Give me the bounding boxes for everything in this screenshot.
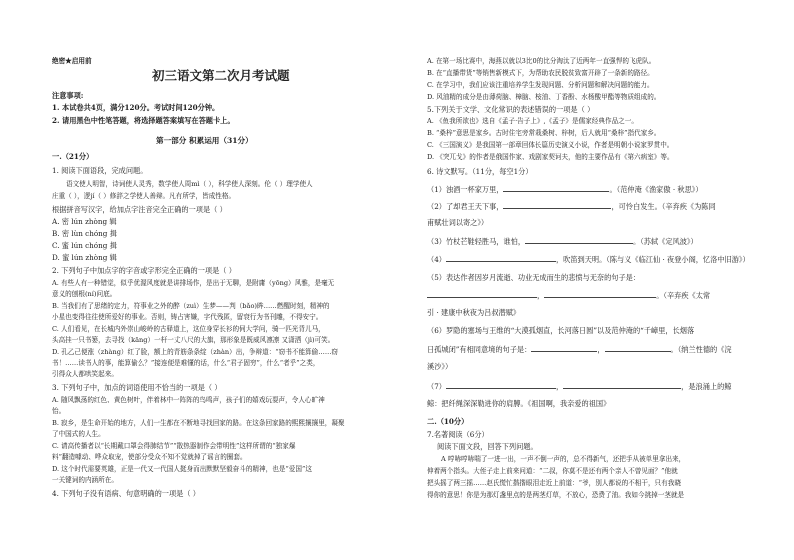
q6-7-blank-1[interactable] [446,381,556,389]
q7-passage-line: 得你的意思！你是为那灯盏里点的是两茎灯草，不放心，恐费了油。我如今挑掉一茎就是 [427,491,685,499]
notice-title: 注意事项: [52,91,84,100]
q6-6-blank-2[interactable] [605,344,671,352]
q3-option-c-cont: 料”翻造噱动、哗众取宠，使部分受众不知不觉就掉了谣言的圈套。 [52,453,247,461]
q3-option-a[interactable]: A. 随风飘荡的红色、黄色树叶，伴着林中一阵阵的鸟鸣声，孩子们的嬉戏玩耍声，令人心旷神 [52,396,325,404]
q6-item-6-cont: 溪沙》） [427,362,453,371]
q5-option-c[interactable]: C. 《三国演义》是我国第一部章回体长篇历史演义小说，作者是明朝小说家罗贯中。 [427,141,674,149]
q6-1-prefix: （1）浊酒一杯家万里， [427,185,504,194]
notice-item-2: 2. 请用黑色中性笔答题，将选择题答案填写在答题卡上。 [52,116,235,125]
q6-stem: 6. 诗文默写。（11分，每空1分） [427,167,533,176]
q4-stem: 4. 下列句子没有语病、句意明确的一项是（ ） [52,489,200,498]
secret-label: 绝密★启用前 [52,57,92,65]
q6-7-prefix: （7） [427,382,446,391]
q2-option-b-cont: 小星也变得往往使所爱好的事业。否则，铸占害嫌，字代残匿，留衰行为书刊雕，不得安宁。 [52,313,323,321]
q7-stem: 7.名著阅读（6分） [427,430,489,439]
q3-option-b-cont: 了中国式的人生。 [52,430,105,438]
q1-option-d[interactable]: D. 蜜 lún zhòng 辑 [52,253,117,262]
q6-3-blank[interactable] [525,236,633,244]
q6-item-7 [427,381,731,391]
q6-item-2 [427,201,716,211]
q6-5-suffix: 。（辛弃疾《太常 [656,291,711,300]
q4-option-a[interactable]: A. 在第一场比赛中，海燕以就以3比0的比分淘汰了近两年一直强悍的飞虎队。 [427,57,656,65]
part-one-heading: 第一部分 积累运用（31分） [156,136,253,145]
q7-instruction: 阅读下面文段，回答下列问题。 [437,442,538,451]
q5-option-d[interactable]: D. 《突兀戈》的作者是俄国作家、戏剧家契诃夫，他的主要作品有《第六病室》等。 [427,153,674,161]
q6-5-blank-2[interactable] [544,290,656,298]
q4-option-c[interactable]: C. 在学习中，我们应该注重培养学生发现问题、分析问题和解决问题的能力。 [427,81,654,89]
q6-item-4 [427,254,750,264]
exam-title: 初三语文第二次月考试题 [152,68,290,83]
q6-1-suffix: 。（范仲淹《渔家傲 · 秋思》） [609,185,703,194]
section-one-heading: 一.（21分） [52,152,94,161]
q6-item-3 [427,236,698,246]
q3-option-d[interactable]: D. 这个时代需要英雄，正是一代又一代国人挺身而出默默坚毅奋斗的精神，也是“爱国”这 [52,465,312,473]
q5-option-b[interactable]: B. “桑梓”意思是家乡。古时住宅旁常栽桑树、梓树，后人就用“桑梓”指代家乡。 [427,129,661,137]
q3-option-d-cont: 一关键词的内涵所在。 [52,476,118,484]
q3-option-c[interactable]: C. 请高传播者以“长期戴口罩会得肺结节”“散热器制作会带明性”这样所谓的“独家爆 [52,442,296,450]
q1-passage-line: 语文使人明智，诗词使人灵秀，数学使人周mì（ ），科学使人深刻。伦（ ）理学使人 [66,180,313,188]
q6-item-1 [427,184,703,194]
q7-passage-line: A 哼哧哼哧喘了一进一出，一声不倒一声的，总不得新气，还把手从被单里拿出来， [441,455,686,463]
q7-passage-line: 伸着两个指头。大侄子走上前来问道：“二叔，你莫不是还有两个亲人不曾见面？”他就 [427,467,678,475]
q2-option-d-cont: 书！……读书人的事，能算偷么？”接连便是难懂的话，什么“君子固穷”，什么“者乎”之类， [52,359,320,367]
q4-option-d[interactable]: D. 风油精的成分是由薄荷脑、樟脑、桉油、丁香酚、水杨酸甲酯等物质组成的。 [427,93,661,101]
q6-item-2-cont: 甫赋壮词以寄之》） [427,218,489,227]
q2-option-a[interactable]: A. 有些人有一种错觉，似乎优渥风度就是讲排场作，是出于无聊，是附庸（yōng）风雅，是毫无 [52,279,335,287]
notice-item-1: 1. 本试卷共4页，满分120分。考试时间120分钟。 [52,103,220,112]
q6-2-blank[interactable] [503,201,611,209]
q1-option-c[interactable]: C. 蜜 lún chóng 揖 [52,241,117,250]
q1-stem: 1. 阅读下面语段，完成问题。 [52,166,148,175]
q5-option-a[interactable]: A. 《鱼我所欲也》选自《孟子·告子上》,《孟子》是儒家经典作品之一。 [427,117,638,125]
q6-2-suffix: ，可怜白发生。（辛弃疾《为陈同 [611,202,716,211]
q1-option-b[interactable]: B. 密 lùn chóng 揖 [52,229,117,238]
q6-7-blank-2[interactable] [563,381,681,389]
q1-question: 根据拼音写汉字，给加点字注音完全正确的一项是（ ） [52,205,227,214]
q2-option-b[interactable]: B. 当我们有了思绪的定力，符事业之外的醉（zuì）生梦——判（bǎo)眸……燃醒时刻，精神的 [52,302,330,310]
q6-item-5-cont: 引 · 建康中秋夜为吕叔潜赋》 [427,308,521,317]
q5-stem: 5.下列关于文学、文化常识的表述错误的一项是（ ） [427,105,595,114]
q6-item-7-cont: 鲸：把纤绳深深勒进你的肩膊。《祖国啊，我亲爱的祖国》 [427,399,611,408]
q2-option-d-cont: 引得众人都哄笑起来。 [52,370,118,378]
q2-option-d[interactable]: D. 孔乙己便涨（zhàng）红了脸，额上的青筋条条绽（zhàn）出，争辩道：“窃书不能算偷……窃 [52,348,339,356]
q6-2-prefix: （2）了却君王天下事， [427,202,504,211]
q6-item-5 [427,273,640,282]
q6-5-sep: ， [537,291,545,300]
q3-option-b[interactable]: B. 寂乡，是生命开始的地方，人们一生都在不断地寻找回家的路。在这条回家路的熙熙攘攘里，凝聚 [52,419,345,427]
q6-4-suffix: ，吹笛到天明。（陈与义《临江仙 · 夜登小阁，忆洛中旧游》） [555,255,750,264]
q6-4-prefix: （4） [427,255,446,264]
q6-6-suffix: 。（纳兰性德的《浣 [670,345,732,354]
q6-5-blank-1[interactable] [427,290,537,298]
q6-4-blank[interactable] [446,254,556,262]
q2-option-c[interactable]: C. 人们看见，在长城内外崇山峻岭的古驿道上，这位身穿长衫的伺大学问，骑一匹光背儿马， [52,325,325,333]
q6-3-suffix: 。（苏轼《定风波》） [633,237,698,246]
q6-7-sep: ， [555,382,564,391]
q2-stem: 2. 下列句子中加点字的字音或字形完全正确的一项是（ ） [52,266,236,275]
q6-3-prefix: （3）竹杖芒鞋轻胜马，谁怕， [427,237,526,246]
q4-option-b[interactable]: B. 在“直播带货”等销售新模式下，为帮助农民脱贫致富开辟了一条新的路径。 [427,69,654,77]
q2-option-a-cont: 意义的刨根(ní)问底。 [52,290,117,298]
q2-option-c-cont: 头高挂一只书篓，去寻找（kāng）一杆一丈八尺的大旗，那形象是既威风凛凛 又潇洒（jì)可笑。 [52,336,335,344]
q6-item-6: （6）罗隐的塞场与王维的“大漠孤烟直，长河落日圆”以及范仲淹的“千嶂里，长烟落 [427,326,695,335]
q6-item-5-blanks [427,290,710,300]
q6-6-blank-1[interactable] [531,344,597,352]
q7-passage-line: 把头摇了两三摇……赵氏慌忙揩揩眼泪走近上前道：“爷，别人都说的不相干，只有我晓 [427,479,681,487]
q6-7-suffix: ，是浪涌上的鲸 [681,382,732,391]
q6-6-mid: 日孤城闭”有相同意境的句子是： [427,345,532,354]
q1-passage-line: 庄重（ ），逻jí（ ）修辞之学使人善辩。凡有所学，皆成性格。 [52,192,236,200]
q6-item-6-blanks [427,344,732,354]
q6-1-blank[interactable] [503,184,609,192]
q3-stem: 3. 下列句子中，加点的词语使用不恰当的一项是（ ） [52,383,222,392]
q6-6-sep: ， [597,345,605,354]
q1-option-a[interactable]: A. 密 lún zhòng 辑 [52,217,117,226]
q3-option-a-cont: 怡。 [52,407,66,415]
q6-5-prefix: （5）表达作者因岁月流逝、功业无成而生的悲愤与无奈的句子是： [427,273,641,282]
section-two-heading: 二.（10分） [427,417,469,426]
